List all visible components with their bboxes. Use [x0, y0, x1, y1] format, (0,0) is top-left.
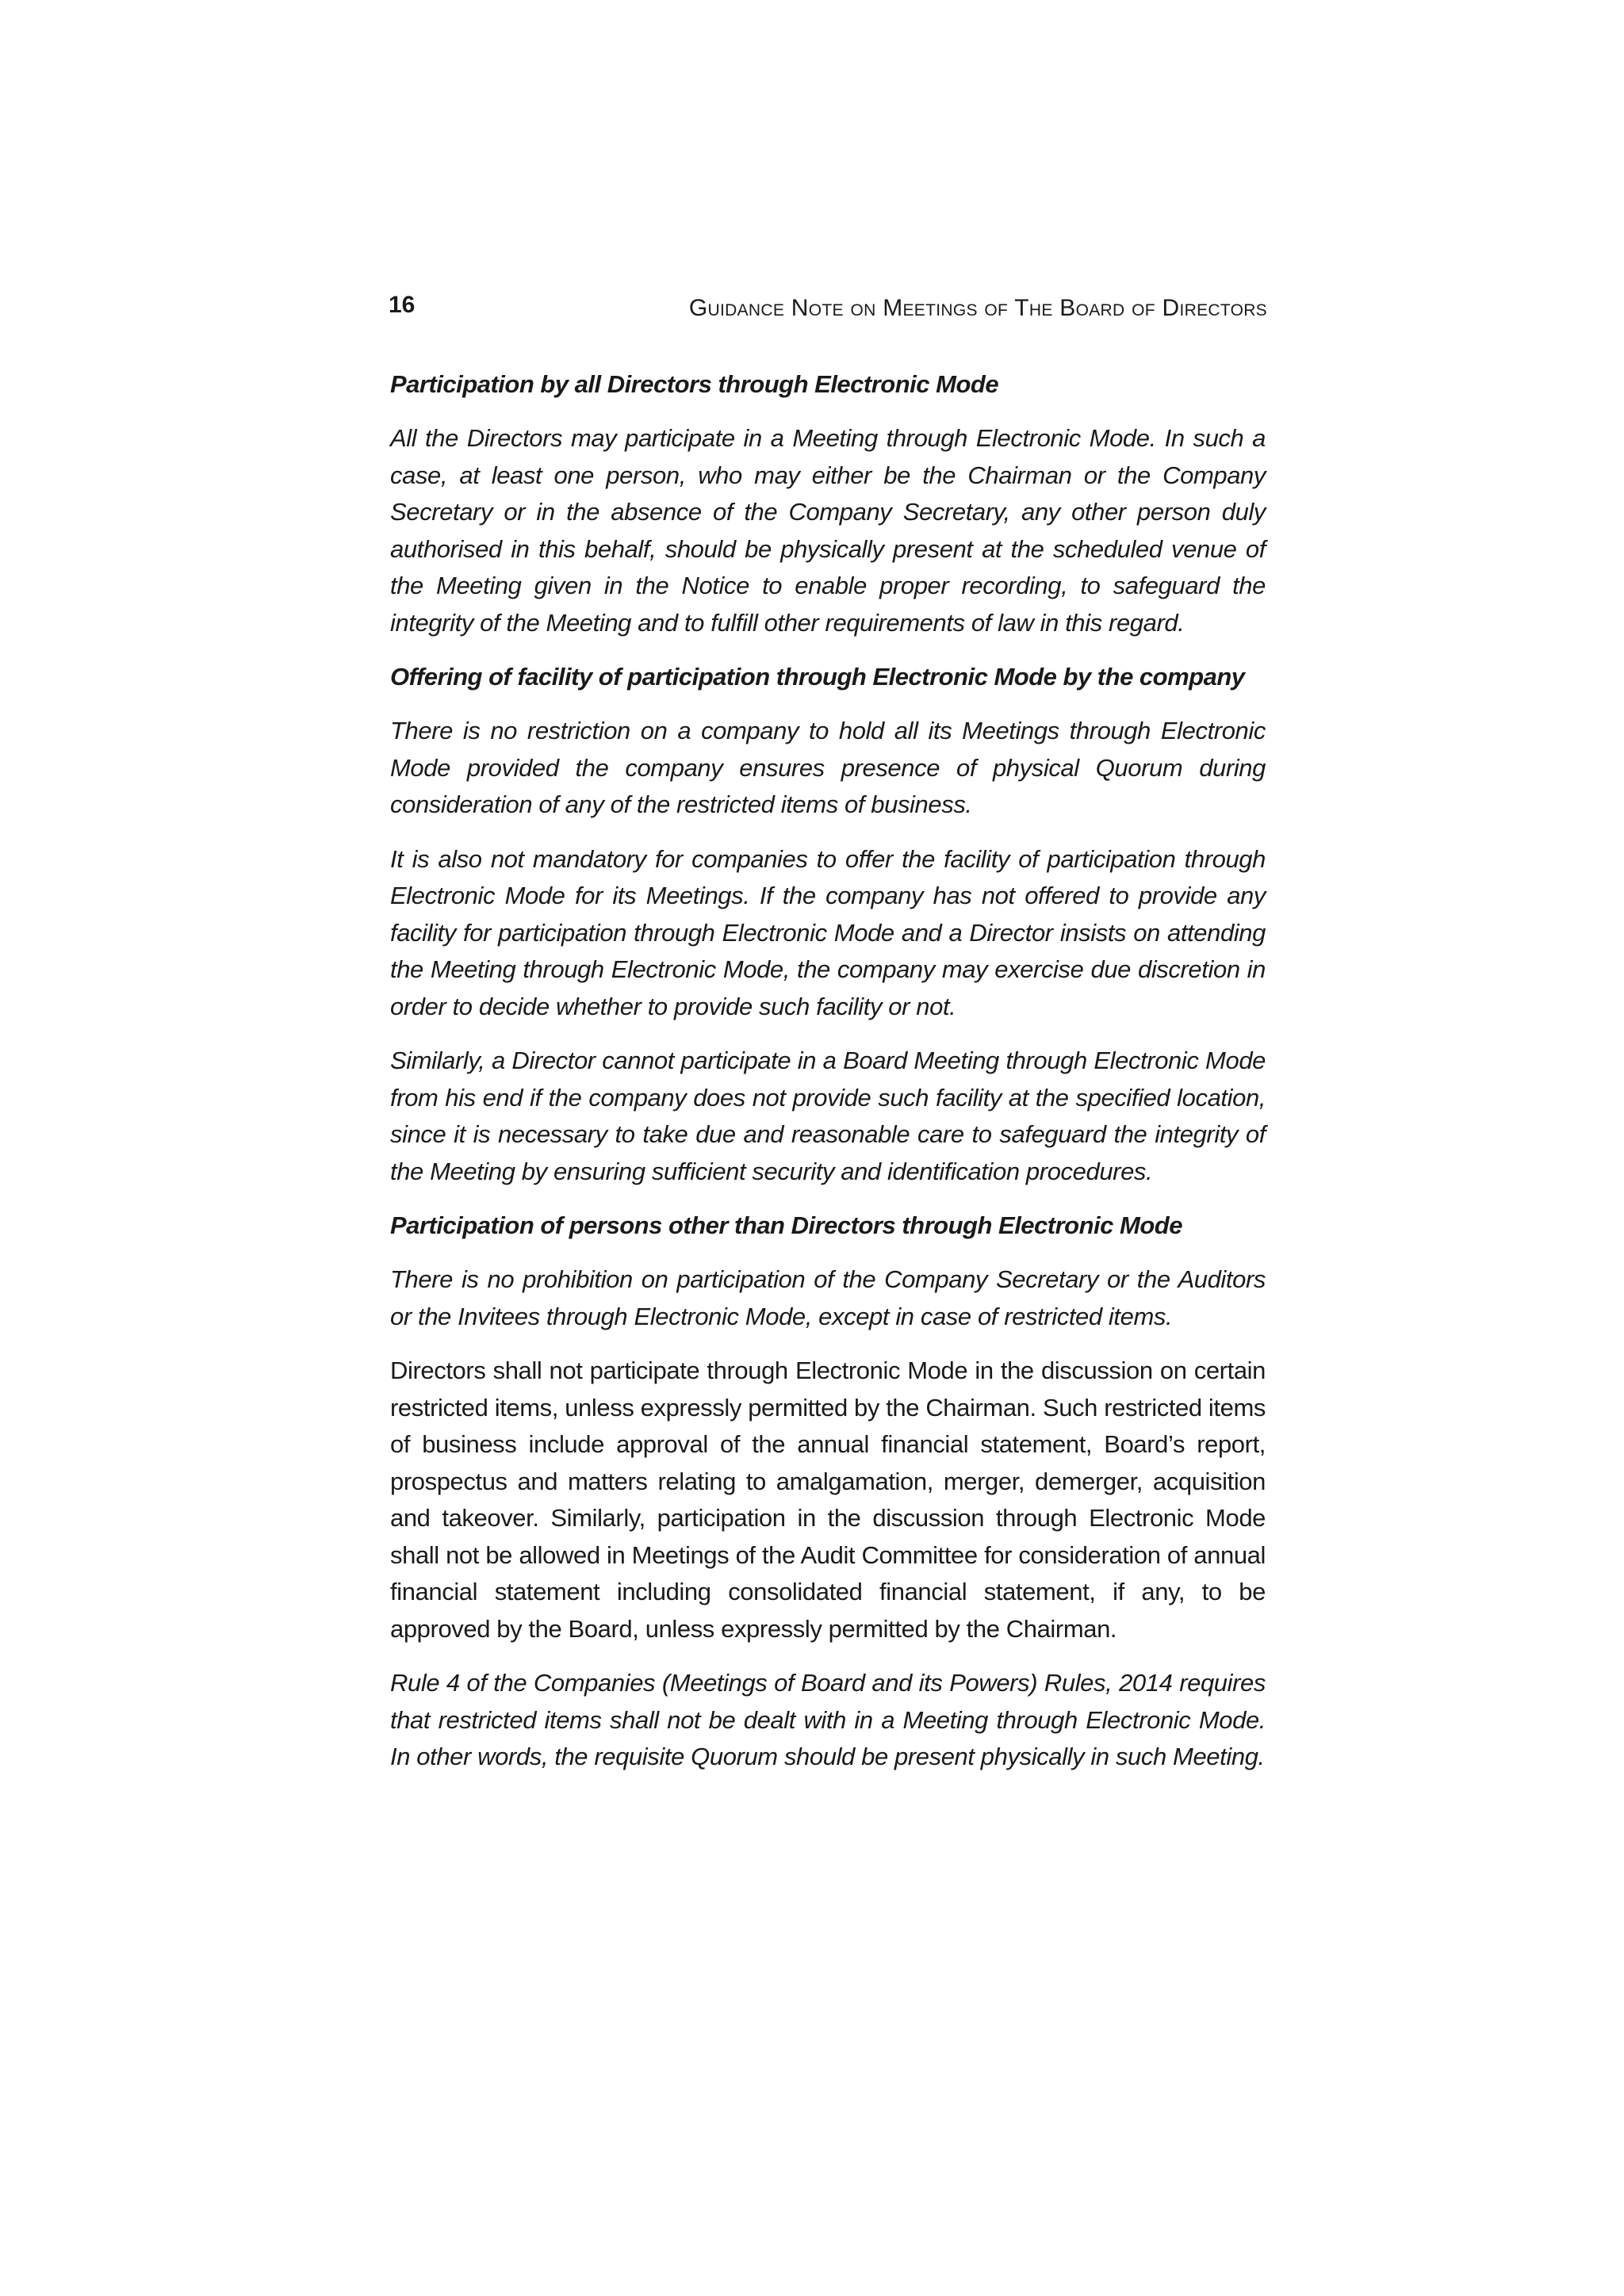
body-paragraph: Similarly, a Director cannot participate in a Board Meeting through Electronic Mode from his end if the company does not provide such facility at the specified location, since it is necessary to take due and reasonable care to safeguard the integrity of the Meeting by ensuring sufficient security and identification procedures. [390, 1047, 1266, 1185]
body-paragraph: Rule 4 of the Companies (Meetings of Board and its Powers) Rules, 2014 requires that restricted items shall not be dealt with in a Meeting through Electronic Mode. In other words, the requisite Quorum should be present physically in such Meeting. [390, 1669, 1266, 1770]
running-header [389, 289, 1267, 327]
page-number: 16 [389, 292, 416, 318]
body-paragraph: There is no restriction on a company to hold all its Meetings through Electronic Mode provided the company ensures presence of physical Quorum during consideration of any of the restricted items of business. [390, 717, 1266, 818]
body-paragraph: There is no prohibition on participation of the Company Secretary or the Auditors or the Invitees through Electronic Mode, except in case of restricted items. [390, 1265, 1266, 1330]
running-title: Guidance Note on Meetings of The Board of Directors [688, 295, 1267, 321]
body-paragraph: Directors shall not participate through Electronic Mode in the discussion on certain restricted items, unless expressly permitted by the Chairman. Such restricted items of business include approval of the annual financial statement, Board’s report, prospectus and matters relating to amalgamation, merger, demerger, acquisition and takeover. Similarly, participation in the discussion through Electronic Mode shall not be allowed in Meetings of the Audit Committee for consideration of annual financial statement including consolidated financial statement, if any, to be approved by the Board, unless expressly permitted by the Chairman. [390, 1357, 1266, 1643]
section-heading: Participation by all Directors through Electronic Mode [390, 370, 999, 398]
section-heading: Participation of persons other than Directors through Electronic Mode [390, 1211, 1182, 1239]
body-paragraph: All the Directors may participate in a Meeting through Electronic Mode. In such a case, at least one person, who may either be the Chairman or the Company Secretary or in the absence of the Company Secretary, any other person duly authorised in this behalf, should be physically present at the scheduled venue of the Meeting given in the Notice to enable proper recording, to safeguard the integrity of the Meeting and to fulfill other requirements of law in this regard. [390, 424, 1266, 637]
page-content [390, 366, 1266, 1793]
body-paragraph: It is also not mandatory for companies to offer the facility of participation through Electronic Mode for its Meetings. If the company has not offered to provide any facility for participation through Electronic Mode and a Director insists on attending the Meeting through Electronic Mode, the company may exercise due discretion in order to decide whether to provide such facility or not. [390, 844, 1266, 1020]
section-heading: Offering of facility of participation through Electronic Mode by the company [390, 663, 1245, 691]
